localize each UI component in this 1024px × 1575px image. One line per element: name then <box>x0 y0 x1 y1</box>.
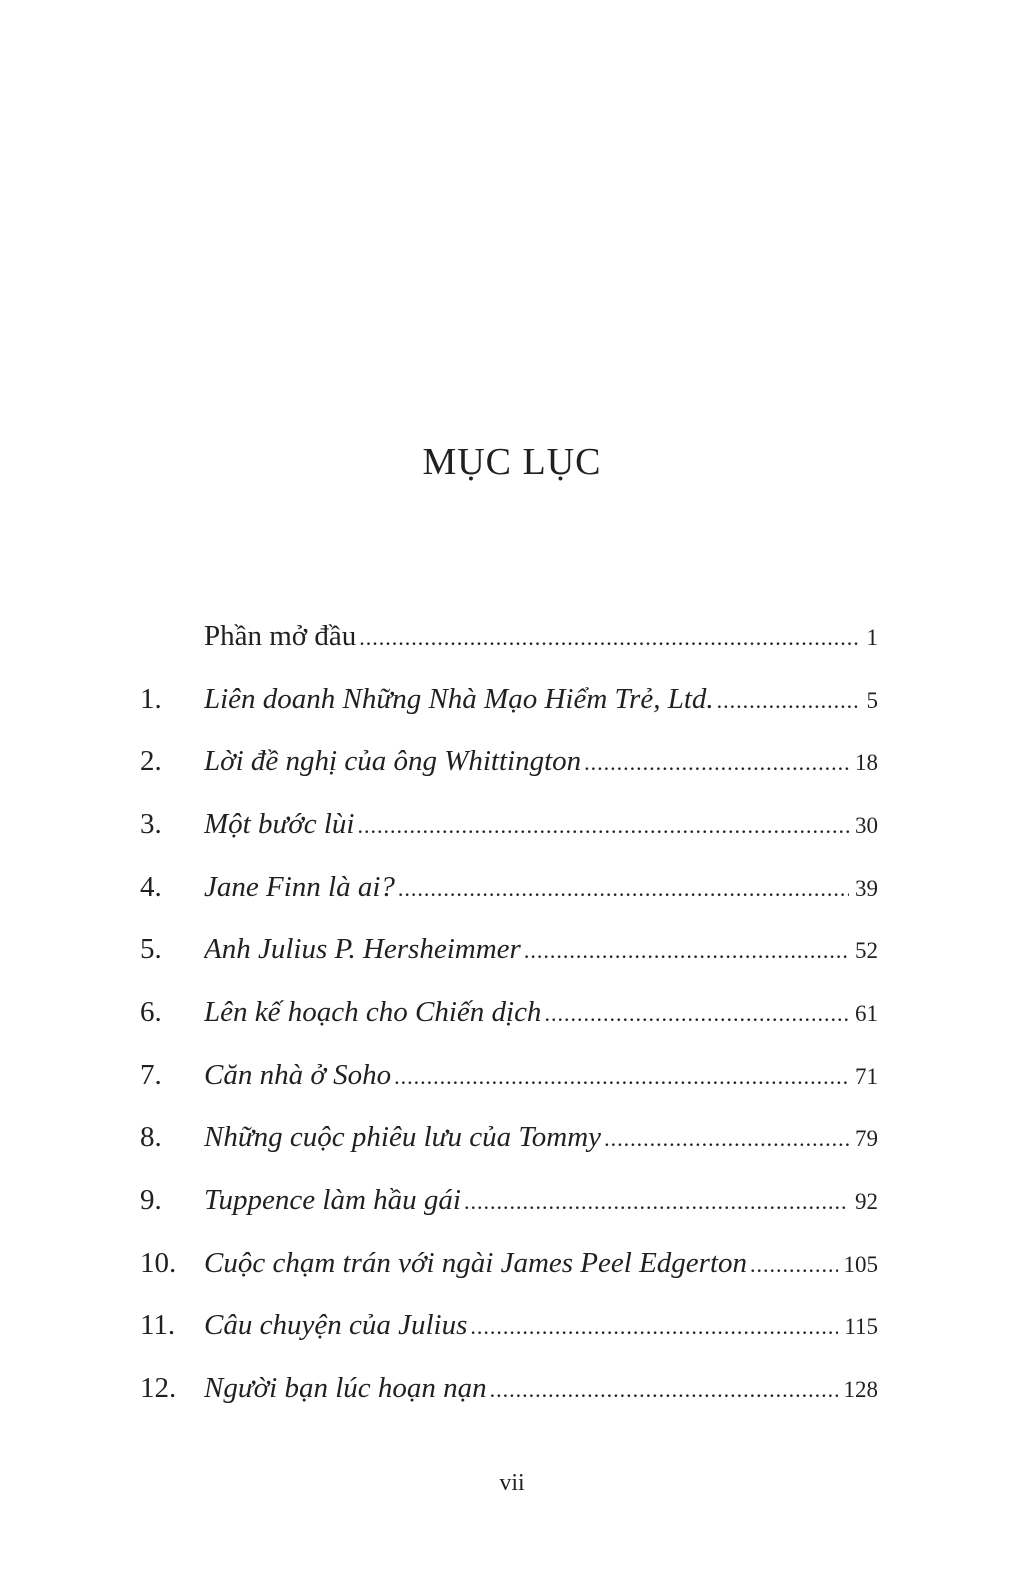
toc-title: Những cuộc phiêu lưu của Tommy <box>204 1121 602 1154</box>
toc-page-number: 39 <box>855 875 878 901</box>
toc-page-number: 115 <box>844 1314 878 1340</box>
toc-number: 9. <box>140 1184 162 1217</box>
toc-number: 10. <box>140 1246 177 1279</box>
toc-entry[interactable] <box>140 793 878 856</box>
toc-entry[interactable] <box>140 1044 878 1107</box>
dot-leader <box>470 1314 838 1340</box>
toc-title: Jane Finn là ai? <box>204 870 395 903</box>
toc-title: Anh Julius P. Hersheimmer <box>204 933 521 966</box>
toc-entry[interactable] <box>140 1295 878 1358</box>
toc-page-number: 5 <box>866 687 878 713</box>
page-title: MỤC LỤC <box>422 441 602 483</box>
toc-page-number: 30 <box>855 812 878 838</box>
dot-leader <box>398 876 849 902</box>
toc-title: Căn nhà ở Soho <box>204 1058 392 1091</box>
table-of-contents <box>140 605 878 1420</box>
dot-leader <box>464 1189 849 1215</box>
toc-page-number: 71 <box>855 1063 878 1089</box>
dot-leader <box>717 688 861 714</box>
toc-number: 1. <box>140 682 162 715</box>
toc-entry[interactable] <box>140 1357 878 1420</box>
toc-title: Cuộc chạm trán với ngài James Peel Edgerton <box>204 1246 747 1279</box>
toc-title: Người bạn lúc hoạn nạn <box>204 1372 487 1405</box>
toc-number: 4. <box>140 870 162 903</box>
dot-leader <box>524 938 849 964</box>
toc-number: 8. <box>140 1121 162 1154</box>
toc-number: 2. <box>140 745 162 778</box>
toc-title: Tuppence làm hầu gái <box>204 1184 461 1217</box>
toc-entry[interactable] <box>140 918 878 981</box>
toc-title: Lên kế hoạch cho Chiến dịch <box>204 995 542 1028</box>
dot-leader <box>544 1001 849 1027</box>
toc-page-number: 18 <box>855 750 878 776</box>
toc-page-number: 1 <box>866 624 878 650</box>
toc-title: Phần mở đầu <box>204 619 357 652</box>
toc-title: Liên doanh Những Nhà Mạo Hiểm Trẻ, Ltd. <box>204 682 714 715</box>
toc-entry[interactable] <box>140 856 878 919</box>
toc-page-number: 105 <box>843 1251 878 1277</box>
toc-page-number: 61 <box>855 1000 878 1026</box>
toc-number: 6. <box>140 995 162 1028</box>
dot-leader <box>359 625 860 651</box>
toc-title: Câu chuyện của Julius <box>204 1309 468 1342</box>
toc-entry[interactable] <box>140 605 878 668</box>
toc-page-number: 128 <box>843 1377 878 1403</box>
dot-leader <box>604 1126 849 1152</box>
toc-page-number: 92 <box>855 1189 878 1215</box>
toc-entry[interactable] <box>140 1169 878 1232</box>
toc-entry[interactable] <box>140 1232 878 1295</box>
dot-leader <box>358 813 850 839</box>
toc-entry[interactable] <box>140 981 878 1044</box>
page-number-footer: vii <box>499 1470 525 1496</box>
dot-leader <box>490 1377 838 1403</box>
toc-page-number: 79 <box>855 1126 878 1152</box>
toc-number: 5. <box>140 933 162 966</box>
toc-title: Một bước lùi <box>204 807 355 840</box>
dot-leader <box>394 1064 849 1090</box>
toc-number: 12. <box>140 1372 177 1405</box>
toc-number: 3. <box>140 807 162 840</box>
toc-entry[interactable] <box>140 1107 878 1170</box>
dot-leader <box>584 750 849 776</box>
toc-title: Lời đề nghị của ông Whittington <box>204 745 582 778</box>
toc-page-number: 52 <box>855 938 878 964</box>
dot-leader <box>750 1252 838 1278</box>
toc-number: 7. <box>140 1058 162 1091</box>
toc-number: 11. <box>140 1309 176 1342</box>
toc-entry[interactable] <box>140 730 878 793</box>
toc-entry[interactable] <box>140 668 878 731</box>
